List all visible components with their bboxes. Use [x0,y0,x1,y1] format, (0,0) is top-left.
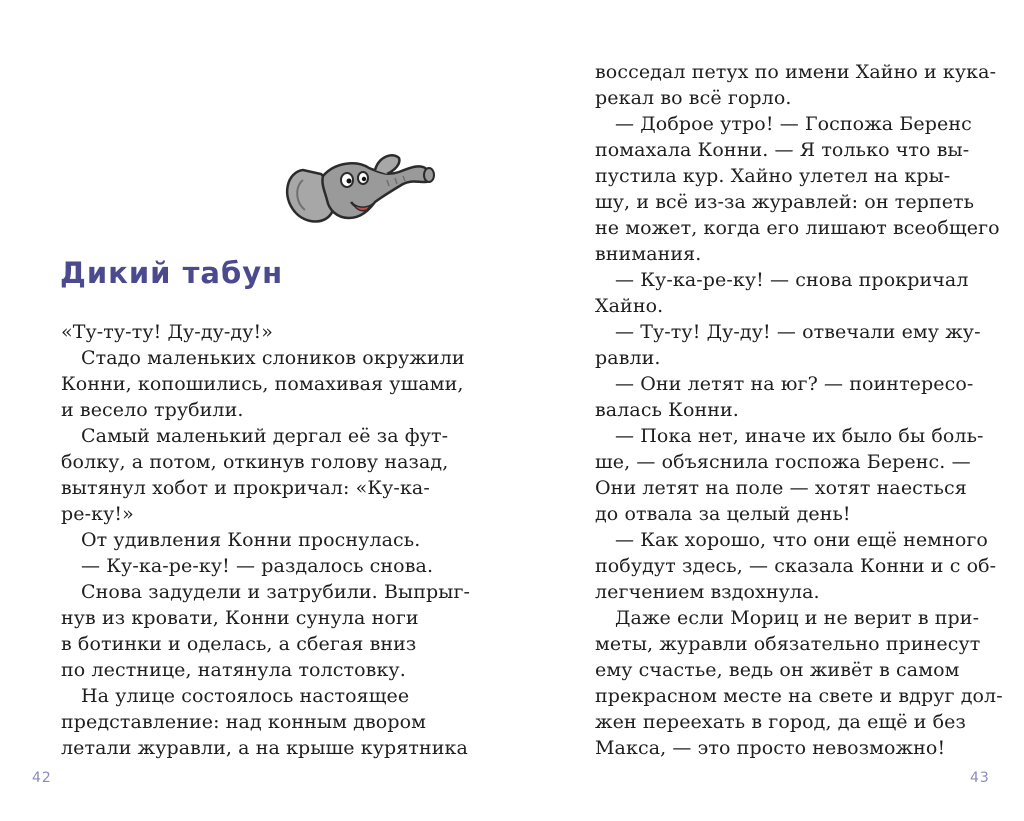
text-line: валась Конни. [595,399,739,421]
text-line: Хайно. [595,295,664,317]
text-line: — Доброе утро! — Госпожа Беренс [615,113,972,135]
text-line: — Пока нет, иначе их было бы боль- [615,425,984,447]
text-line: не может, когда его лишают всеобщего [595,217,1000,239]
text-line: внимания. [595,243,702,265]
text-line: Снова задудели и затрубили. Выпрыг- [81,581,471,603]
text-line: ре-ку!» [61,503,134,525]
text-line: легчением вздохнула. [595,581,820,603]
text-line: На улице состоялось настоящее [81,685,410,707]
text-line: «Ту-ту-ту! Ду-ду-ду!» [61,321,273,343]
text-line: ему счастье, ведь он живёт в самом [595,659,960,681]
text-line: вытянул хобот и прокричал: «Ку-ка- [61,477,430,499]
text-line: в ботинки и оделась, а сбегая вниз [61,633,417,655]
text-line: до отвала за целый день! [595,503,851,525]
text-line: и весело трубили. [61,399,244,421]
text-line: жен переехать в город, да ещё и без [595,711,966,733]
text-line: представление: над конным двором [61,711,426,733]
text-line: Даже если Мориц и не верит в при- [615,607,980,629]
text-line: помахала Конни. — Я только что вы- [595,139,970,161]
text-line: — Ку-ка-ре-ку! — снова прокричал [615,269,969,291]
text-line: равли. [595,347,661,369]
elephant-illustration [283,150,439,230]
text-line: рекал во всё горло. [595,87,792,109]
text-line: Конни, копошились, помахивая ушами, [61,373,464,395]
right-page [512,0,1024,821]
page-number: 43 [970,770,990,786]
text-line: Они летят на поле — хотят наесться [595,477,967,499]
text-line: От удивления Конни проснулась. [81,529,421,551]
text-line: — Ту-ту! Ду-ду! — отвечали ему жу- [615,321,981,343]
page-number: 42 [32,770,52,786]
text-line: ше, — объяснила госпожа Беренс. — [595,451,971,473]
text-line: меты, журавли обязательно принесут [595,633,981,655]
text-line: — Ку-ка-ре-ку! — раздалось снова. [81,555,434,577]
text-line: — Они летят на юг? — поинтересо- [615,373,974,395]
text-line: побудут здесь, — сказала Конни и с об- [595,555,997,577]
text-line: нув из кровати, Конни сунула ноги [61,607,419,629]
text-line: пустила кур. Хайно улетел на кры- [595,165,951,187]
text-line: восседал петух по имени Хайно и кука- [595,61,997,83]
text-line: прекрасном месте на свете и вдруг дол- [595,685,1003,707]
text-line: Макса, — это просто невозможно! [595,737,946,759]
text-line: шу, и всё из-за журавлей: он терпеть [595,191,975,213]
text-line: — Как хорошо, что они ещё немного [615,529,988,551]
text-line: летали журавли, а на крыше курятника [61,737,468,759]
text-line: Самый маленький дергал её за фут- [81,425,449,447]
text-line: по лестнице, натянула толстовку. [61,659,406,681]
text-line: Стадо маленьких слоников окружили [81,347,465,369]
chapter-title: Дикий табун [60,256,284,290]
text-line: болку, а потом, откинув голову назад, [61,451,449,473]
